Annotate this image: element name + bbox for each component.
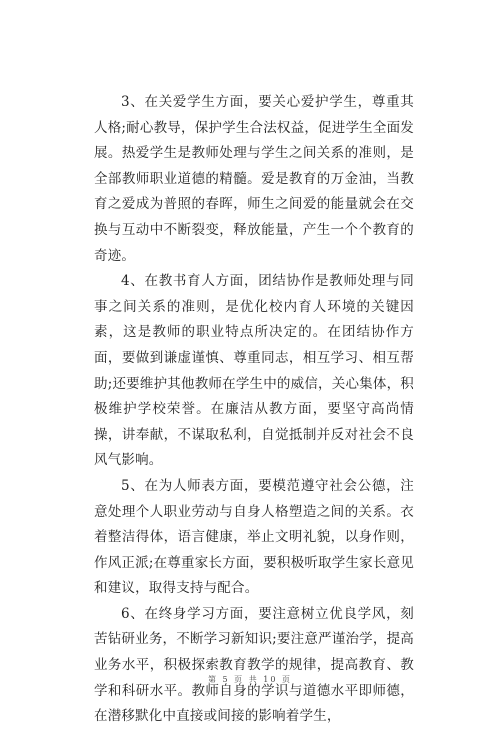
page-number-footer: 第 5 页 共 10 页 — [208, 675, 292, 684]
paragraph-3: 3、在关爱学生方面，要关心爱护学生，尊重其人格;耐心教导，保护学生合法权益，促进学生全面发展。热爱学生是教师处理与学生之间关系的准则，是全部教师职业道德的精髓。爱是教育的万金油，当教育之爱成为普照的春晖，师生之间爱的能量就会在交换与互动中不断裂变，释放能量，产生一个个教育的奇迹。 — [94, 94, 414, 264]
document-body — [94, 90, 414, 730]
paragraph-6: 6、在终身学习方面，要注意树立优良学风，刻苦钻研业务，不断学习新知识;要注意严谨治学，提高业务水平，积极探索教育教学的规律，提高教育、教学和科研水平。教师自身的学识与道德水平即师德，在潜移默化中直接或间接的影响着学生， — [94, 605, 414, 725]
paragraph-5: 5、在为人师表方面，要模范遵守社会公德，注意处理个人职业劳动与自身人格塑造之间的关系。衣着整洁得体，语言健康，举止文明礼貌，以身作则，作风正派;在尊重家长方面，要积极听取学生家长意见和建议，取得支持与配合。 — [94, 477, 414, 597]
paragraph-4: 4、在教书育人方面，团结协作是教师处理与同事之间关系的准则，是优化校内育人环境的关键因素，这是教师的职业特点所决定的。在团结协作方面，要做到谦虚谨慎、尊重同志，相互学习、相互帮助;还要维护其他教师在学生中的威信，关心集体，积极维护学校荣誉。在廉洁从教方面，要坚守高尚情操，讲奉献，不谋取私利，自觉抵制并反对社会不良风气影响。 — [94, 273, 414, 469]
